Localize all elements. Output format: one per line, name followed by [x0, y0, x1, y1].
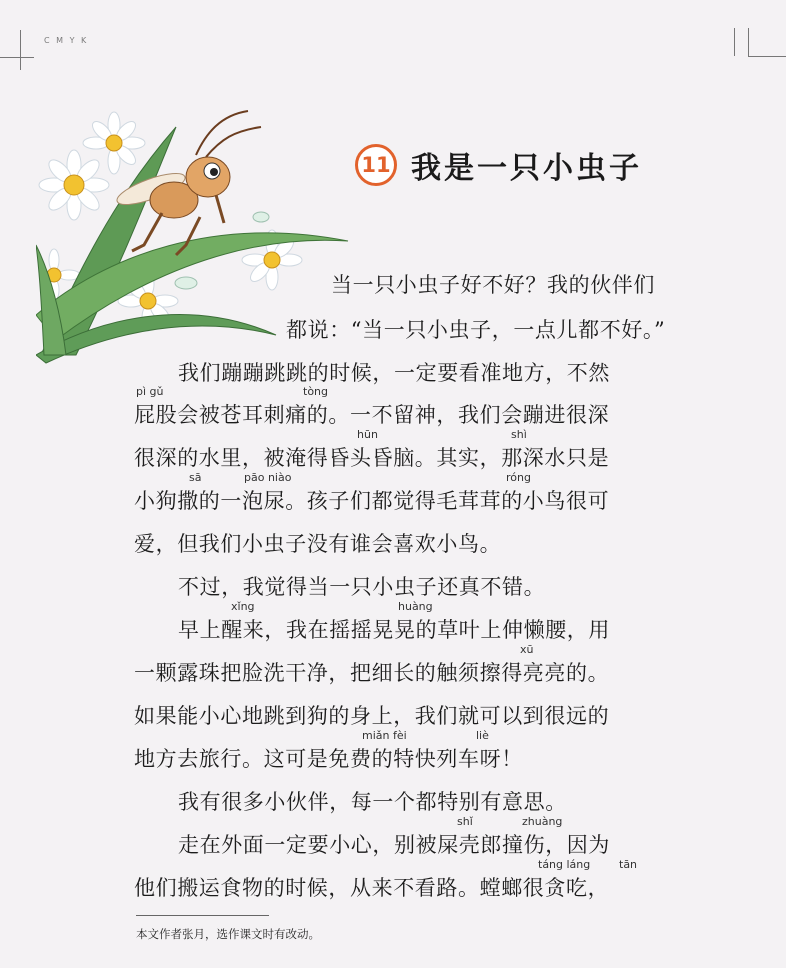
crop-mark [0, 57, 34, 58]
pinyin-annotation: huàng [398, 600, 433, 613]
pinyin-annotation: pāo niào [244, 471, 292, 484]
text-line: 我有很多小伙伴，每一个都特别有意思。 [178, 790, 567, 814]
lesson-number: 11 [361, 153, 391, 177]
daisy-flower-icon [39, 150, 109, 220]
pinyin-annotation: hūn [357, 428, 378, 441]
cmyk-print-mark: C M Y K [44, 36, 89, 45]
text-line: 爱，但我们小虫子没有谁会喜欢小鸟。 [134, 532, 502, 556]
pinyin-annotation: liè [476, 729, 489, 742]
text-line: 他们搬运食物的时候，从来不看路。螳螂很贪吃， [134, 876, 610, 900]
footnote: 本文作者张月，选作课文时有改动。 [136, 927, 320, 941]
crop-mark [748, 28, 749, 56]
pinyin-annotation: pì gǔ [136, 385, 164, 398]
text-line: 一颗露珠把脸洗干净，把细长的触须擦得亮亮的。 [134, 661, 610, 685]
pinyin-annotation: sā [189, 471, 202, 484]
text-line: 小狗撒的一泡尿。孩子们都觉得毛茸茸的小鸟很可 [134, 489, 610, 513]
text-line: 屁股会被苍耳刺痛的。一不留神，我们会蹦进很深 [134, 403, 610, 427]
text-line: 如果能小心地跳到狗的身上，我们就可以到很远的 [134, 704, 610, 728]
page-title: 我是一只小虫子 [411, 151, 642, 186]
pinyin-annotation: tòng [303, 385, 328, 398]
lesson-title [355, 140, 642, 190]
text-line: 当一只小虫子好不好？我的伙伴们 [331, 273, 655, 297]
crop-mark [20, 30, 21, 70]
pinyin-annotation: shǐ [457, 815, 473, 828]
footnote-divider [136, 915, 269, 916]
pinyin-annotation: tān [619, 858, 638, 871]
text-line: 地方去旅行。这可是免费的特快列车呀！ [134, 747, 523, 771]
crop-mark [734, 28, 735, 56]
text-line: 走在外面一定要小心，别被屎壳郎撞伤，因为 [178, 833, 610, 857]
text-line: 都说：“当一只小虫子，一点儿都不好。” [286, 318, 666, 342]
pinyin-annotation: shì [511, 428, 527, 441]
pinyin-annotation: táng láng [538, 858, 591, 871]
text-line: 早上醒来，我在摇摇晃晃的草叶上伸懒腰，用 [178, 618, 610, 642]
pinyin-annotation: xǐng [231, 600, 255, 613]
crop-mark [748, 56, 786, 57]
lesson-number-badge [355, 144, 397, 186]
text-line: 很深的水里，被淹得昏头昏脑。其实，那深水只是 [134, 446, 610, 470]
pinyin-annotation: zhuàng [522, 815, 563, 828]
pinyin-annotation: róng [506, 471, 531, 484]
pinyin-annotation: miǎn fèi [362, 729, 407, 742]
pinyin-annotation: xū [520, 643, 534, 656]
text-line: 我们蹦蹦跳跳的时候，一定要看准地方，不然 [178, 361, 610, 385]
text-line: 不过，我觉得当一只小虫子还真不错。 [178, 575, 546, 599]
